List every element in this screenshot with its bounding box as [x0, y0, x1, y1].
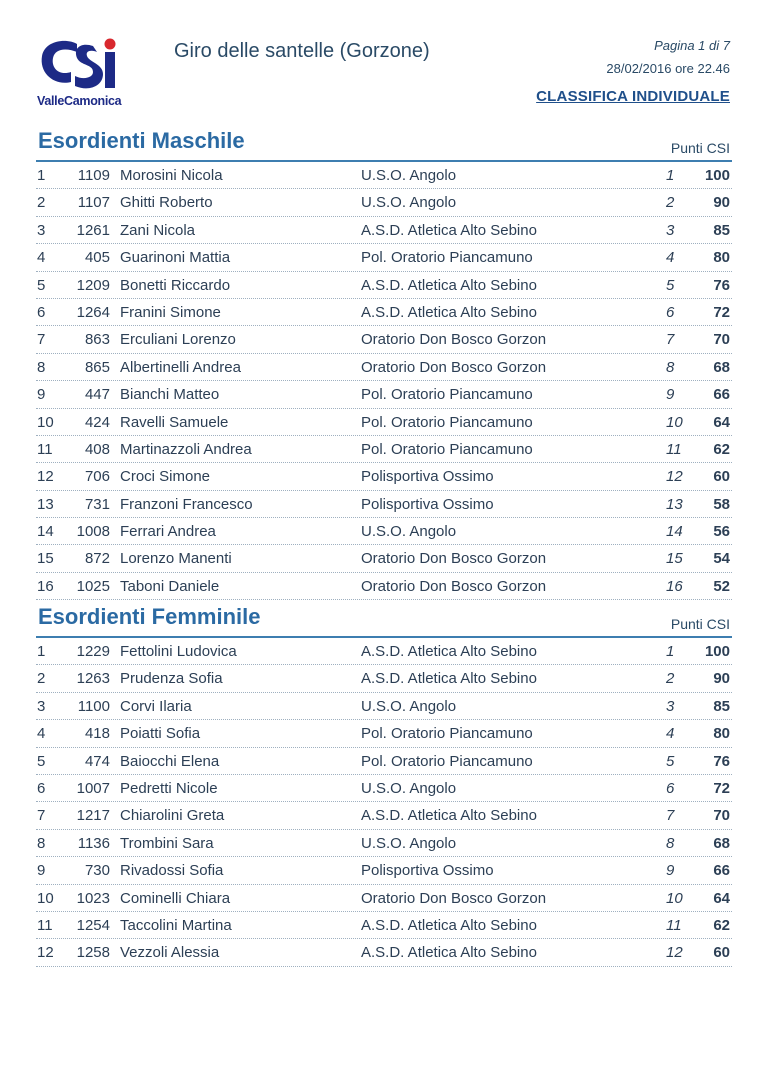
bib-number-cell: 1263 — [76, 670, 110, 688]
team-name-cell: Pol. Oratorio Piancamuno — [361, 386, 533, 404]
points-cell: 80 — [713, 249, 730, 267]
table-row — [36, 217, 732, 244]
section-header — [36, 602, 732, 638]
position-cell: 15 — [37, 550, 54, 568]
athlete-name-cell: Zani Nicola — [120, 221, 196, 239]
table-row — [36, 775, 732, 802]
bib-number-cell: 1107 — [77, 194, 110, 212]
points-cell: 85 — [713, 221, 730, 239]
bib-number-cell: 1136 — [77, 834, 110, 852]
bib-number-cell: 865 — [84, 358, 110, 376]
bib-number-cell: 731 — [84, 495, 110, 513]
category-rank-cell: 10 — [666, 413, 683, 431]
bib-number-cell: 1007 — [76, 779, 110, 797]
bib-number-cell: 474 — [84, 752, 110, 770]
points-cell: 80 — [713, 725, 730, 743]
points-cell: 52 — [713, 577, 730, 595]
athlete-name-cell: Franzoni Francesco — [120, 495, 253, 513]
team-name-cell: A.S.D. Atletica Alto Sebino — [361, 303, 537, 321]
category-rank-cell: 6 — [666, 779, 675, 797]
points-column-header: Punti CSI — [670, 616, 730, 632]
athlete-name-cell: Prudenza Sofia — [120, 670, 223, 688]
position-cell: 7 — [37, 331, 46, 349]
table-row — [36, 272, 732, 299]
points-cell: 76 — [713, 752, 730, 770]
table-row — [36, 802, 732, 829]
bib-number-cell: 408 — [84, 440, 110, 458]
position-cell: 3 — [37, 221, 46, 239]
points-cell: 100 — [704, 167, 730, 184]
table-row — [36, 436, 732, 463]
table-row — [36, 857, 732, 884]
points-cell: 90 — [713, 194, 730, 212]
position-cell: 12 — [37, 468, 54, 486]
athlete-name-cell: Erculiani Lorenzo — [120, 331, 236, 349]
category-rank-cell: 12 — [666, 944, 683, 962]
team-name-cell: Polisportiva Ossimo — [361, 495, 494, 513]
athlete-name-cell: Ghitti Roberto — [120, 194, 213, 212]
position-cell: 4 — [37, 249, 46, 267]
category-rank-cell: 12 — [666, 468, 683, 486]
section-header — [36, 126, 732, 162]
section-title: Esordienti Maschile — [38, 128, 245, 153]
position-cell: 5 — [37, 752, 46, 770]
section-esordienti-maschile — [36, 126, 732, 600]
points-cell: 66 — [713, 386, 730, 404]
position-cell: 7 — [37, 807, 46, 825]
points-cell: 70 — [713, 331, 730, 349]
category-rank-cell: 11 — [666, 440, 682, 458]
table-row — [36, 545, 732, 572]
bib-number-cell: 1264 — [76, 303, 110, 321]
table-row — [36, 720, 732, 747]
team-name-cell: A.S.D. Atletica Alto Sebino — [361, 643, 537, 660]
team-name-cell: Pol. Oratorio Piancamuno — [361, 440, 533, 458]
table-row — [36, 354, 732, 381]
table-row — [36, 409, 732, 436]
position-cell: 4 — [37, 725, 46, 743]
table-row — [36, 491, 732, 518]
logo-text: ValleCamonica — [37, 94, 122, 108]
team-name-cell: A.S.D. Atletica Alto Sebino — [361, 670, 537, 688]
position-cell: 6 — [37, 303, 46, 321]
category-rank-cell: 9 — [666, 862, 675, 880]
category-rank-cell: 15 — [666, 550, 683, 568]
points-cell: 85 — [713, 697, 730, 715]
position-cell: 16 — [37, 577, 54, 595]
team-name-cell: Polisportiva Ossimo — [361, 468, 494, 486]
points-cell: 68 — [713, 834, 730, 852]
athlete-name-cell: Rivadossi Sofia — [120, 862, 224, 880]
category-rank-cell: 4 — [666, 725, 675, 743]
points-cell: 72 — [713, 779, 730, 797]
team-name-cell: U.S.O. Angolo — [361, 697, 457, 715]
athlete-name-cell: Ravelli Samuele — [120, 413, 229, 431]
position-cell: 6 — [37, 779, 46, 797]
position-cell: 8 — [37, 358, 46, 376]
bib-number-cell: 863 — [84, 331, 110, 349]
category-rank-cell: 8 — [666, 834, 675, 852]
bib-number-cell: 1209 — [76, 276, 110, 294]
bib-number-cell: 706 — [84, 468, 110, 486]
points-cell: 56 — [713, 523, 730, 541]
team-name-cell: A.S.D. Atletica Alto Sebino — [361, 221, 537, 239]
athlete-name-cell: Cominelli Chiara — [120, 889, 231, 907]
category-rank-cell: 5 — [666, 752, 675, 770]
position-cell: 14 — [37, 523, 54, 541]
bib-number-cell: 1258 — [76, 944, 110, 962]
bib-number-cell: 1261 — [76, 221, 110, 239]
category-rank-cell: 13 — [666, 495, 683, 513]
category-rank-cell: 2 — [666, 194, 675, 212]
table-row — [36, 162, 732, 189]
bib-number-cell: 1023 — [76, 889, 110, 907]
position-cell: 1 — [37, 643, 46, 660]
bib-number-cell: 1217 — [76, 807, 110, 825]
category-rank-cell: 7 — [666, 807, 675, 825]
points-cell: 66 — [713, 862, 730, 880]
points-cell: 64 — [713, 413, 730, 431]
points-column-header: Punti CSI — [670, 140, 730, 156]
team-name-cell: A.S.D. Atletica Alto Sebino — [361, 276, 537, 294]
table-row — [36, 939, 732, 966]
bib-number-cell: 1025 — [76, 577, 110, 595]
athlete-name-cell: Trombini Sara — [120, 834, 214, 852]
points-cell: 76 — [713, 276, 730, 294]
points-cell: 54 — [713, 550, 730, 568]
document-title: Giro delle santelle (Gorzone) — [174, 40, 430, 62]
points-cell: 62 — [713, 440, 730, 458]
position-cell: 11 — [37, 440, 53, 458]
position-cell: 2 — [37, 670, 46, 688]
table-row — [36, 326, 732, 353]
section-title: Esordienti Femminile — [38, 604, 261, 629]
team-name-cell: Pol. Oratorio Piancamuno — [361, 249, 533, 267]
athlete-name-cell: Ferrari Andrea — [120, 523, 216, 541]
athlete-name-cell: Chiarolini Greta — [120, 807, 225, 825]
team-name-cell: Pol. Oratorio Piancamuno — [361, 752, 533, 770]
athlete-name-cell: Martinazzoli Andrea — [120, 440, 252, 458]
team-name-cell: Pol. Oratorio Piancamuno — [361, 413, 533, 431]
category-rank-cell: 10 — [666, 889, 683, 907]
bib-number-cell: 405 — [84, 249, 110, 267]
category-rank-cell: 14 — [666, 523, 683, 541]
classifica-heading: CLASSIFICA INDIVIDUALE — [536, 88, 730, 105]
table-row — [36, 299, 732, 326]
athlete-name-cell: Pedretti Nicole — [120, 779, 218, 797]
team-name-cell: Oratorio Don Bosco Gorzon — [361, 331, 547, 349]
category-rank-cell: 4 — [666, 249, 675, 267]
table-row — [36, 518, 732, 545]
athlete-name-cell: Taccolini Martina — [120, 916, 232, 934]
team-name-cell: A.S.D. Atletica Alto Sebino — [361, 916, 537, 934]
athlete-name-cell: Franini Simone — [120, 303, 221, 321]
athlete-name-cell: Bianchi Matteo — [120, 386, 220, 404]
athlete-name-cell: Baiocchi Elena — [120, 752, 220, 770]
table-row — [36, 244, 732, 271]
bib-number-cell: 1109 — [77, 167, 110, 184]
table-row — [36, 885, 732, 912]
position-cell: 13 — [37, 495, 54, 513]
table-row — [36, 638, 732, 665]
bib-number-cell: 1229 — [76, 643, 110, 660]
category-rank-cell: 5 — [666, 276, 675, 294]
category-rank-cell: 1 — [666, 643, 675, 660]
bib-number-cell: 730 — [84, 862, 110, 880]
csi-logo — [37, 36, 122, 108]
category-rank-cell: 11 — [666, 916, 682, 934]
team-name-cell: Oratorio Don Bosco Gorzon — [361, 577, 547, 595]
bib-number-cell: 872 — [84, 550, 110, 568]
position-cell: 9 — [37, 386, 46, 404]
table-row — [36, 573, 732, 600]
athlete-name-cell: Fettolini Ludovica — [120, 643, 237, 660]
section-esordienti-femminile — [36, 602, 732, 967]
csi-logo-icon — [37, 36, 119, 94]
table-row — [36, 830, 732, 857]
category-rank-cell: 6 — [666, 303, 675, 321]
position-cell: 9 — [37, 862, 46, 880]
team-name-cell: U.S.O. Angolo — [361, 167, 457, 184]
points-cell: 58 — [713, 495, 730, 513]
bib-number-cell: 418 — [84, 725, 110, 743]
bib-number-cell: 447 — [84, 386, 110, 404]
athlete-name-cell: Croci Simone — [120, 468, 211, 486]
team-name-cell: Oratorio Don Bosco Gorzon — [361, 889, 547, 907]
team-name-cell: Oratorio Don Bosco Gorzon — [361, 358, 547, 376]
position-cell: 8 — [37, 834, 46, 852]
position-cell: 10 — [37, 413, 54, 431]
table-row — [36, 693, 732, 720]
athlete-name-cell: Bonetti Riccardo — [120, 276, 231, 294]
category-rank-cell: 9 — [666, 386, 675, 404]
athlete-name-cell: Lorenzo Manenti — [120, 550, 232, 568]
position-cell: 5 — [37, 276, 46, 294]
team-name-cell: Oratorio Don Bosco Gorzon — [361, 550, 547, 568]
points-cell: 68 — [713, 358, 730, 376]
points-cell: 64 — [713, 889, 730, 907]
bib-number-cell: 1254 — [76, 916, 110, 934]
athlete-name-cell: Albertinelli Andrea — [120, 358, 241, 376]
points-cell: 60 — [713, 468, 730, 486]
points-cell: 60 — [713, 944, 730, 962]
position-cell: 10 — [37, 889, 54, 907]
category-rank-cell: 8 — [666, 358, 675, 376]
position-cell: 2 — [37, 194, 46, 212]
team-name-cell: U.S.O. Angolo — [361, 523, 457, 541]
table-row — [36, 665, 732, 692]
team-name-cell: A.S.D. Atletica Alto Sebino — [361, 944, 537, 962]
page-number: Pagina 1 di 7 — [654, 38, 730, 53]
table-row — [36, 463, 732, 490]
team-name-cell: U.S.O. Angolo — [361, 779, 457, 797]
athlete-name-cell: Poiatti Sofia — [120, 725, 201, 743]
team-name-cell: A.S.D. Atletica Alto Sebino — [361, 807, 537, 825]
team-name-cell: U.S.O. Angolo — [361, 834, 457, 852]
points-cell: 70 — [713, 807, 730, 825]
bib-number-cell: 1100 — [77, 697, 110, 715]
report-date: 28/02/2016 ore 22.46 — [606, 61, 730, 76]
points-cell: 100 — [704, 643, 730, 660]
points-cell: 62 — [713, 916, 730, 934]
team-name-cell: U.S.O. Angolo — [361, 194, 457, 212]
athlete-name-cell: Morosini Nicola — [120, 167, 223, 184]
table-row — [36, 381, 732, 408]
table-row — [36, 189, 732, 216]
category-rank-cell: 3 — [666, 221, 675, 239]
team-name-cell: Pol. Oratorio Piancamuno — [361, 725, 533, 743]
table-row — [36, 912, 732, 939]
position-cell: 11 — [37, 916, 53, 934]
team-name-cell: Polisportiva Ossimo — [361, 862, 494, 880]
category-rank-cell: 7 — [666, 331, 675, 349]
position-cell: 12 — [37, 944, 54, 962]
results-table — [36, 162, 732, 600]
position-cell: 1 — [37, 167, 46, 184]
athlete-name-cell: Vezzoli Alessia — [120, 944, 220, 962]
bib-number-cell: 1008 — [76, 523, 110, 541]
points-cell: 72 — [713, 303, 730, 321]
position-cell: 3 — [37, 697, 46, 715]
category-rank-cell: 1 — [666, 167, 675, 184]
table-row — [36, 748, 732, 775]
bib-number-cell: 424 — [84, 413, 110, 431]
results-table — [36, 638, 732, 967]
athlete-name-cell: Taboni Daniele — [120, 577, 220, 595]
athlete-name-cell: Guarinoni Mattia — [120, 249, 231, 267]
category-rank-cell: 2 — [666, 670, 675, 688]
category-rank-cell: 3 — [666, 697, 675, 715]
points-cell: 90 — [713, 670, 730, 688]
athlete-name-cell: Corvi Ilaria — [120, 697, 192, 715]
category-rank-cell: 16 — [666, 577, 683, 595]
